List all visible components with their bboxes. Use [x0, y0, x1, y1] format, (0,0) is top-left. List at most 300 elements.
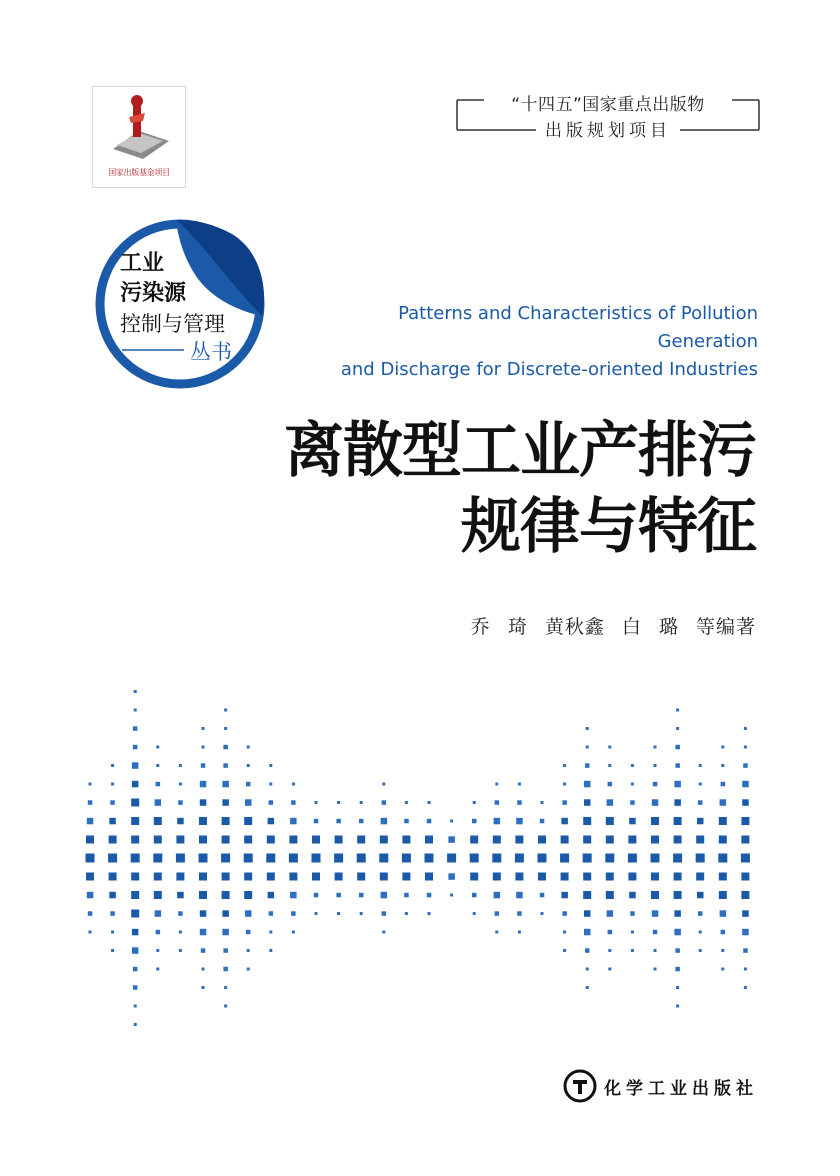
decorative-dot — [405, 801, 408, 804]
decorative-dot — [291, 800, 296, 805]
decorative-dot — [540, 893, 545, 898]
decorative-dot — [132, 781, 139, 788]
decorative-dot — [315, 801, 318, 804]
authors: 乔 琦 黄秋鑫 白 璐 等编著 — [470, 616, 756, 638]
decorative-dot — [156, 949, 159, 952]
decorative-dot — [586, 986, 589, 989]
decorative-dot — [133, 967, 138, 972]
decorative-dot — [606, 891, 614, 899]
decorative-dot — [741, 891, 749, 899]
decorative-dot — [720, 799, 727, 806]
decorative-dot — [470, 854, 479, 863]
decorative-dot — [606, 836, 614, 844]
decorative-dot — [742, 929, 749, 936]
decorative-dot — [583, 873, 591, 881]
decorative-dot — [583, 854, 592, 863]
decorative-dot — [699, 764, 702, 767]
decorative-dot — [379, 854, 388, 863]
decorative-dot — [111, 931, 114, 934]
chinese-title-line2: 规律与特征 — [461, 492, 756, 562]
decorative-dot — [586, 746, 589, 749]
decorative-dot — [651, 891, 659, 899]
fund-logo-text: 国家出版基金项目 — [108, 168, 170, 177]
decorative-dot — [472, 893, 477, 898]
decorative-dot — [676, 727, 679, 730]
decorative-dot — [289, 873, 297, 881]
series-logo — [92, 212, 272, 392]
decorative-dot — [518, 931, 521, 934]
decorative-dot — [494, 892, 501, 899]
decorative-dot — [223, 948, 228, 953]
decorative-dot — [86, 836, 94, 844]
decorative-dot — [628, 873, 636, 881]
decorative-dot — [743, 763, 748, 768]
decorative-dot — [200, 929, 207, 936]
decorative-dot — [719, 891, 727, 899]
decorative-dot — [223, 763, 228, 768]
decorative-dot — [517, 800, 522, 805]
english-title-line2: and Discharge for Discrete-oriented Industries — [340, 359, 758, 380]
decorative-dot — [87, 892, 94, 899]
decorative-dot — [176, 854, 185, 863]
decorative-dot — [380, 836, 388, 844]
decorative-dot — [269, 949, 272, 952]
decorative-dot — [222, 799, 229, 806]
decorative-dot — [586, 727, 589, 730]
decorative-dot — [696, 836, 704, 844]
decorative-dot — [199, 817, 207, 825]
decorative-dot — [312, 836, 320, 844]
decorative-dot — [381, 818, 388, 825]
decorative-dot — [109, 873, 117, 881]
decorative-dot — [312, 854, 321, 863]
decorative-dot — [515, 873, 523, 881]
decorative-dot — [428, 801, 431, 804]
decorative-dot — [246, 782, 251, 787]
decorative-dot — [494, 818, 501, 825]
decorative-dot — [247, 968, 250, 971]
decorative-dot — [493, 836, 501, 844]
decorative-dot — [131, 873, 139, 881]
decorative-dot — [584, 799, 591, 806]
decorative-dot — [382, 931, 385, 934]
decorative-dot — [584, 929, 591, 936]
decorative-dot — [269, 911, 274, 916]
decorative-dot — [357, 873, 365, 881]
decorative-dot — [109, 818, 116, 825]
decorative-dot — [337, 801, 340, 804]
decorative-dot — [698, 911, 703, 916]
decorative-dot — [699, 931, 702, 934]
decorative-dot — [608, 782, 613, 787]
decorative-dot — [178, 911, 183, 916]
decorative-dot — [200, 799, 207, 806]
decorative-dot — [608, 764, 611, 767]
publisher-name: 化学工业出版社 — [604, 1079, 758, 1099]
decorative-dot — [517, 911, 522, 916]
decorative-dot — [88, 911, 93, 916]
publisher — [560, 1066, 760, 1106]
decorative-dot — [156, 782, 161, 787]
english-title — [298, 300, 758, 384]
decorative-dot — [202, 968, 205, 971]
decorative-dot — [402, 854, 411, 863]
decorative-dot — [608, 746, 611, 749]
decorative-dot — [608, 949, 611, 952]
decorative-dot — [607, 799, 614, 806]
decorative-dot — [360, 801, 363, 804]
decorative-dot — [224, 986, 227, 989]
decorative-dot — [653, 782, 658, 787]
decorative-dot — [268, 892, 275, 899]
decorative-dot — [245, 910, 252, 917]
decorative-dot — [472, 819, 477, 824]
series-title-line1: 工业 — [120, 251, 165, 276]
decorative-dot — [741, 836, 749, 844]
decorative-dot — [222, 781, 229, 788]
decorative-dot — [742, 781, 749, 788]
decorative-dot — [721, 930, 726, 935]
decorative-dot — [222, 817, 230, 825]
decorative-dot — [651, 817, 659, 825]
decorative-dot — [86, 854, 95, 863]
decorative-dot — [133, 745, 138, 750]
decorative-dot — [269, 783, 272, 786]
decorative-dot — [698, 800, 703, 805]
decorative-dot — [153, 854, 162, 863]
decorative-dot — [676, 709, 679, 712]
decorative-dot — [223, 967, 228, 972]
decorative-dot — [200, 781, 207, 788]
decorative-dot — [427, 819, 432, 824]
decorative-dot — [222, 929, 229, 936]
decorative-dot — [268, 818, 275, 825]
decorative-dot — [584, 910, 591, 917]
decorative-dot — [675, 948, 680, 953]
decorative-dot — [561, 873, 569, 881]
decorative-dot — [743, 948, 748, 953]
decorative-dot — [674, 836, 682, 844]
decorative-dot — [720, 910, 727, 917]
decorative-dot — [131, 836, 139, 844]
decorative-dot — [718, 854, 727, 863]
decorative-dot — [629, 818, 636, 825]
decorative-dot — [111, 949, 114, 952]
decorative-dot — [110, 911, 115, 916]
decorative-dot — [654, 746, 657, 749]
decorative-dot — [109, 892, 116, 899]
decorative-dot — [200, 910, 207, 917]
decorative-dot — [156, 746, 159, 749]
decorative-dot — [675, 745, 680, 750]
decorative-dot — [131, 817, 139, 825]
decorative-dot — [495, 931, 498, 934]
decorative-dot — [108, 854, 117, 863]
decorative-dot — [516, 818, 523, 825]
decorative-dot — [744, 986, 747, 989]
decorative-dot — [291, 911, 296, 916]
decorative-dot — [516, 892, 523, 899]
decorative-dot — [561, 818, 568, 825]
decorative-dot — [541, 801, 544, 804]
decorative-dot — [515, 836, 523, 844]
decorative-dot — [177, 892, 184, 899]
decorative-dot — [652, 799, 659, 806]
decorative-dot — [244, 891, 252, 899]
decorative-dot — [154, 817, 162, 825]
decorative-dot — [563, 783, 566, 786]
decorative-dot — [201, 763, 206, 768]
decorative-dot — [357, 836, 365, 844]
decorative-dot — [561, 836, 569, 844]
decorative-dot — [741, 854, 750, 863]
decorative-dot — [563, 764, 566, 767]
decorative-dot — [133, 985, 138, 990]
decorative-dot — [179, 931, 182, 934]
decorative-dot — [134, 709, 137, 712]
decorative-dot — [425, 836, 433, 844]
decorative-dot — [177, 818, 184, 825]
decorative-dot — [563, 931, 566, 934]
decorative-dot — [741, 873, 749, 881]
decorative-dot — [631, 931, 634, 934]
decorative-dot — [699, 783, 702, 786]
decorative-dot — [269, 764, 272, 767]
english-title-line1: Patterns and Characteristics of Pollution Generation — [398, 303, 758, 352]
decorative-dot — [244, 854, 253, 863]
decorative-dot — [515, 854, 524, 863]
decorative-dot — [292, 783, 295, 786]
decorative-dot — [289, 854, 298, 863]
decorative-dot — [224, 727, 227, 730]
decorative-dot — [245, 799, 252, 806]
decorative-dot — [134, 690, 137, 693]
decorative-dot — [538, 873, 546, 881]
decorative-dot — [131, 854, 140, 863]
decorative-dot — [156, 968, 159, 971]
decorative-dot — [628, 836, 636, 844]
decorative-dot — [696, 873, 704, 881]
decorative-dot — [266, 854, 275, 863]
decorative-dot — [493, 873, 501, 881]
decorative-dot — [495, 800, 500, 805]
decorative-dot — [654, 949, 657, 952]
decorative-dot — [382, 911, 387, 916]
decorative-dot — [673, 854, 682, 863]
decorative-dot — [179, 783, 182, 786]
decorative-dot — [606, 817, 614, 825]
decorative-dot — [199, 854, 208, 863]
decorative-dot — [742, 910, 749, 917]
decorative-dot — [202, 727, 205, 730]
decorative-dot — [495, 911, 500, 916]
plan-badge-line1: “十四五”国家重点出版物 — [511, 95, 705, 115]
decorative-dot — [676, 986, 679, 989]
decorative-dot — [741, 817, 749, 825]
decorative-dot — [381, 892, 388, 899]
decorative-dot — [744, 727, 747, 730]
decorative-dot — [470, 873, 478, 881]
decorative-dot — [176, 836, 184, 844]
decorative-dot — [697, 892, 704, 899]
decorative-dot — [674, 799, 681, 806]
decorative-dot — [560, 854, 569, 863]
decorative-dot — [357, 854, 366, 863]
decorative-dot — [652, 910, 659, 917]
decorative-dot — [334, 854, 343, 863]
decorative-dot — [244, 873, 252, 881]
decorative-dot — [541, 912, 544, 915]
decorative-dot — [110, 800, 115, 805]
decorative-dot — [359, 893, 364, 898]
decorative-dot — [131, 799, 139, 807]
plan-badge-line2: 出版规划项目 — [545, 121, 671, 141]
decorative-dot — [337, 912, 340, 915]
decorative-dot — [540, 819, 545, 824]
publisher-logo-icon — [562, 1068, 598, 1104]
decorative-dot — [267, 873, 275, 881]
decorative-dot — [247, 764, 250, 767]
decorative-dot — [336, 893, 341, 898]
decorative-dot — [335, 873, 343, 881]
decorative-dot — [495, 783, 498, 786]
decorative-dot — [247, 746, 250, 749]
decorative-dot — [132, 947, 139, 954]
decorative-dot — [583, 836, 591, 844]
decorative-dot — [674, 891, 682, 899]
decorative-dot — [224, 709, 227, 712]
decorative-dot — [156, 764, 159, 767]
decorative-dot — [314, 893, 319, 898]
decorative-dot — [631, 949, 634, 952]
decorative-dot — [222, 873, 230, 881]
decorative-dot — [721, 949, 724, 952]
decorative-dot — [583, 891, 591, 899]
decorative-dot — [382, 800, 387, 805]
decorative-dot — [404, 893, 409, 898]
decorative-dot — [315, 912, 318, 915]
decorative-dot — [742, 799, 749, 806]
decorative-dot — [199, 836, 207, 844]
decorative-dot — [492, 854, 501, 863]
decorative-dot — [267, 836, 275, 844]
decorative-dot — [178, 800, 183, 805]
decorative-dot — [199, 873, 207, 881]
decorative-dot — [247, 949, 250, 952]
decorative-dot — [156, 930, 161, 935]
decorative-dot — [473, 912, 476, 915]
decorative-dot — [585, 948, 590, 953]
decorative-dot — [202, 746, 205, 749]
decorative-dot — [132, 762, 139, 769]
decorative-dot — [628, 854, 637, 863]
decorative-dot — [224, 1005, 227, 1008]
decorative-dot — [380, 873, 388, 881]
decorative-dot — [721, 764, 724, 767]
decorative-dot — [111, 764, 114, 767]
decorative-dot — [382, 783, 385, 786]
decorative-dot — [404, 819, 409, 824]
decorative-dot — [223, 745, 228, 750]
decorative-dot — [651, 873, 659, 881]
chinese-title-line1: 离散型工业产排污 — [284, 416, 756, 486]
decorative-dot — [425, 873, 433, 881]
decorative-dot — [89, 783, 92, 786]
decorative-dot — [608, 930, 613, 935]
decorative-dot — [518, 783, 521, 786]
decorative-dot — [87, 818, 94, 825]
decorative-dot — [134, 1023, 137, 1026]
fund-emblem-icon — [93, 87, 185, 167]
decorative-dot — [199, 891, 207, 899]
decorative-dot — [335, 836, 343, 844]
decorative-dot — [721, 746, 724, 749]
decorative-dot — [744, 746, 747, 749]
decorative-dot — [676, 1005, 679, 1008]
decorative-dot — [450, 820, 453, 823]
decorative-dot — [470, 836, 478, 844]
decorative-dot — [654, 764, 657, 767]
decorative-dot — [538, 836, 546, 844]
decorative-dot — [89, 931, 92, 934]
decorative-dot — [719, 836, 727, 844]
publication-fund-logo — [92, 86, 186, 188]
series-title-line3: 控制与管理 — [120, 312, 225, 336]
decorative-dot — [721, 782, 726, 787]
decorative-dot — [336, 819, 341, 824]
decorative-dot — [696, 854, 705, 863]
decorative-dot — [176, 873, 184, 881]
decorative-dot — [201, 948, 206, 953]
decorative-dot — [133, 726, 138, 731]
decorative-dot — [132, 929, 139, 936]
decorative-dot — [155, 910, 162, 917]
decorative-dot — [721, 968, 724, 971]
decorative-dot — [653, 930, 658, 935]
decorative-dot — [179, 764, 182, 767]
decorative-dot — [607, 910, 614, 917]
decorative-dot — [744, 968, 747, 971]
decorative-dot — [583, 817, 591, 825]
decorative-dot — [269, 931, 272, 934]
decorative-dot — [314, 819, 319, 824]
decorative-dot — [654, 968, 657, 971]
plan-badge — [456, 88, 760, 144]
decorative-dot — [674, 929, 681, 936]
decorative-dot — [630, 800, 635, 805]
decorative-dot — [405, 912, 408, 915]
decorative-dot — [154, 873, 162, 881]
decorative-dot — [450, 894, 453, 897]
decorative-dot — [608, 968, 611, 971]
decorative-dot — [674, 873, 682, 881]
decorative-dot — [562, 800, 567, 805]
decorative-dot — [312, 873, 320, 881]
decorative-dot — [155, 799, 162, 806]
decorative-dot — [202, 986, 205, 989]
decorative-dot — [585, 763, 590, 768]
decorative-dot — [134, 1005, 137, 1008]
decorative-dot — [584, 781, 591, 788]
decorative-dot — [674, 781, 681, 788]
decorative-dot — [699, 949, 702, 952]
decorative-dot — [563, 949, 566, 952]
decorative-dot — [447, 854, 456, 863]
decorative-dot — [154, 836, 162, 844]
decorative-dot — [244, 817, 252, 825]
decorative-dot — [428, 912, 431, 915]
decorative-dot — [427, 893, 432, 898]
